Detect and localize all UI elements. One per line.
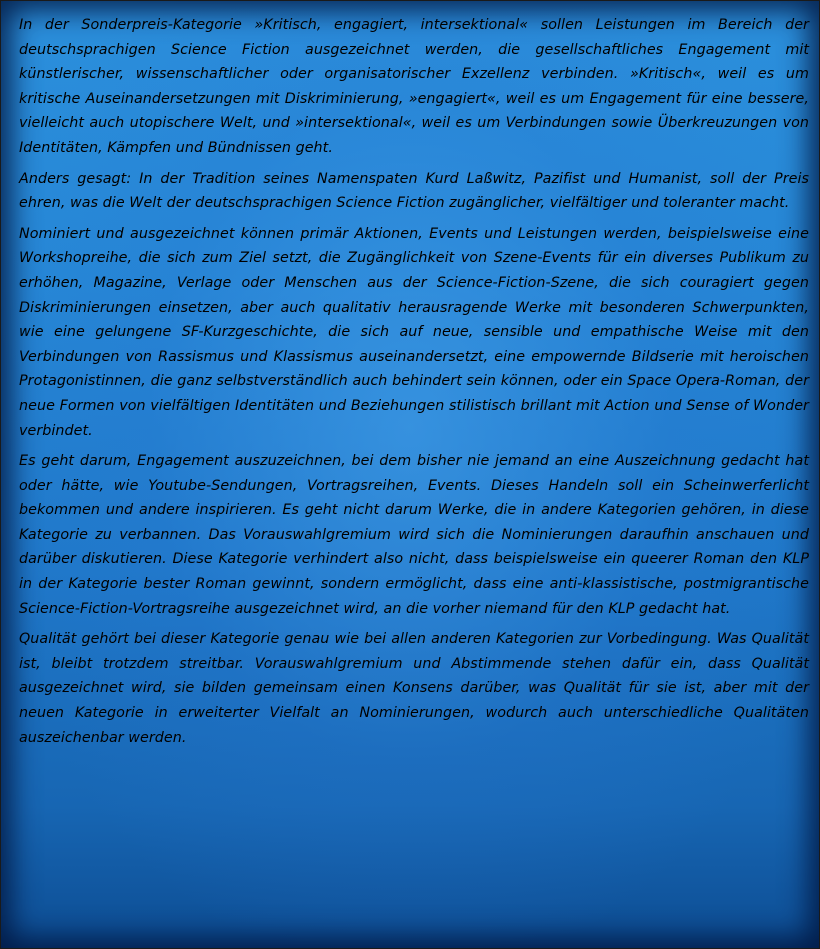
paragraph-2: Anders gesagt: In der Tradition seines Namenspaten Kurd Laßwitz, Pazifist und Humanist, soll der Preis ehren, was die Welt der deutschsprachigen Science Fiction zugänglicher, vielfältiger und toleranter macht. bbox=[19, 170, 809, 212]
paragraph-5: Qualität gehört bei dieser Kategorie genau wie bei allen anderen Kategorien zur Vorbedingung. Was Qualität ist, bleibt trotzdem streitbar. Vorauswahlgremium und Abstimmende stehen dafür ein, dass Qualität ausgezeichnet wird, sie bilden gemeinsam einen Konsens darüber, was Qualität für sie ist, aber mit der neuen Kategorie in erweiterter Vielfalt an Nominierungen, wodurch auch unterschiedliche Qualitäten auszeichenbar werden. bbox=[19, 631, 809, 746]
text-block bbox=[19, 13, 809, 756]
paragraph-4: Es geht darum, Engagement auszuzeichnen, bei dem bisher nie jemand an eine Auszeichnung gedacht hat oder hätte, wie Youtube-Sendungen, Vortragsreihen, Events. Dieses Handeln soll ein Scheinwerferlicht bekommen und andere inspirieren. Es geht nicht darum Werke, die in andere Kategorien gehören, in diese Kategorie zu verbannen. Das Vorauswahlgremium wird sich die Nominierungen daraufhin anschauen und darüber diskutieren. Diese Kategorie verhindert also nicht, dass beispielsweise ein queerer Roman den KLP in der Kategorie bester Roman gewinnt, sondern ermöglicht, dass eine anti-klassistische, postmigrantische Science-Fiction-Vortragsreihe ausgezeichnet wird, an die vorher niemand für den KLP gedacht hat. bbox=[19, 453, 809, 617]
paragraph-1: In der Sonderpreis-Kategorie »Kritisch, engagiert, intersektional« sollen Leistungen im Bereich der deutschsprachigen Science Fiction ausgezeichnet werden, die gesellschaftliches Engagement mit künstlerischer, wissenschaftlicher oder organisatorischer Exzellenz verbinden. »Kritisch«, weil es um kritische Auseinandersetzungen mit Diskriminierung, »engagiert«, weil es um Engagement für eine bessere, vielleicht auch utopischere Welt, und »intersektional«, weil es um Verbindungen sowie Überkreuzungen von Identitäten, Kämpfen und Bündnissen geht. bbox=[19, 17, 809, 156]
paragraph-3: Nominiert und ausgezeichnet können primär Aktionen, Events und Leistungen werden, beispielsweise eine Workshopreihe, die sich zum Ziel setzt, die Zugänglichkeit von Szene-Events für ein diverses Publikum zu erhöhen, Magazine, Verlage oder Menschen aus der Science-Fiction-Szene, die sich couragiert gegen Diskriminierungen einsetzen, aber auch qualitativ herausragende Werke mit besonderen Schwerpunkten, wie eine gelungene SF-Kurzgeschichte, die sich auf neue, sensible und empathische Weise mit den Verbindungen von Rassismus und Klassismus auseinandersetzt, eine empowernde Bildserie mit heroischen Protagonistinnen, die ganz selbstverständlich auch behindert sein können, oder ein Space Opera-Roman, der neue Formen von vielfältigen Identitäten und Beziehungen stilistisch brillant mit Action und Sense of Wonder verbindet. bbox=[19, 225, 809, 439]
